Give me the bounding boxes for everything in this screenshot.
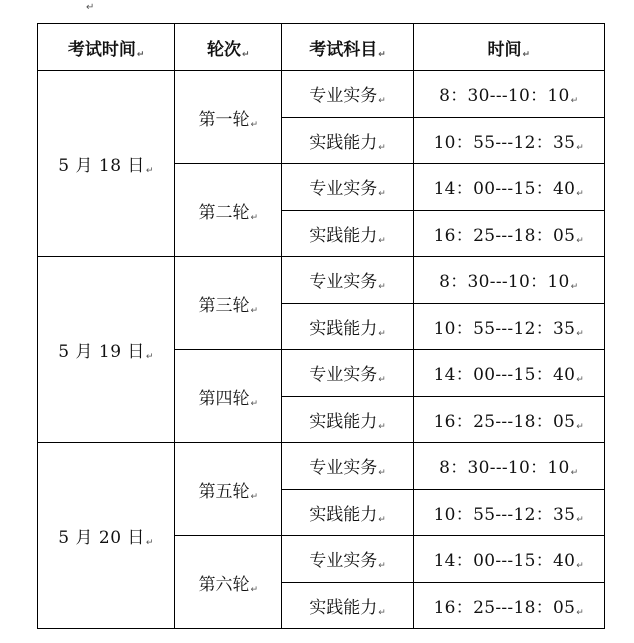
- header-time: [413, 24, 604, 71]
- cell-end-mark: ↵: [145, 538, 154, 548]
- cell-end-mark: ↵: [576, 142, 585, 153]
- cell-end-mark: ↵: [522, 49, 531, 60]
- subject-cell: [282, 396, 413, 443]
- cell-end-mark: ↵: [250, 491, 259, 502]
- round-text: 第二轮: [198, 202, 250, 223]
- round-text: 第五轮: [198, 481, 250, 502]
- cell-end-mark: ↵: [576, 561, 585, 572]
- time-cell: [413, 536, 604, 583]
- time-cell: [413, 71, 604, 118]
- time-cell: [413, 164, 604, 211]
- round-cell: [175, 164, 282, 257]
- subject-cell: [282, 350, 413, 397]
- paragraph-mark: ↵: [86, 2, 95, 13]
- cell-end-mark: ↵: [250, 584, 259, 595]
- cell-end-mark: ↵: [378, 421, 386, 432]
- cell-end-mark: ↵: [378, 375, 386, 386]
- cell-end-mark: ↵: [570, 282, 579, 293]
- time-cell: [413, 582, 604, 629]
- header-date: [38, 24, 175, 71]
- table-row: [38, 71, 605, 118]
- time-cell: [413, 396, 604, 443]
- subject-cell: [282, 489, 413, 536]
- subject-text: 专业实务: [309, 458, 378, 479]
- cell-end-mark: ↵: [576, 607, 585, 618]
- time-text: 8：30---10：10: [439, 272, 570, 293]
- cell-end-mark: ↵: [378, 189, 386, 200]
- subject-cell: [282, 117, 413, 164]
- header-round-label: 轮次: [207, 39, 242, 60]
- cell-end-mark: ↵: [250, 398, 259, 409]
- time-cell: [413, 117, 604, 164]
- time-text: 8：30---10：10: [439, 458, 570, 479]
- cell-end-mark: ↵: [570, 96, 579, 107]
- cell-end-mark: ↵: [378, 514, 386, 525]
- cell-end-mark: ↵: [570, 468, 579, 479]
- date-cell: [38, 71, 175, 257]
- date-cell: [38, 257, 175, 443]
- round-cell: [175, 350, 282, 443]
- time-text: 10：55---12：35: [433, 318, 576, 339]
- time-text: 10：55---12：35: [433, 132, 576, 153]
- cell-end-mark: ↵: [378, 49, 386, 60]
- cell-end-mark: ↵: [576, 189, 585, 200]
- schedule-body: [38, 71, 605, 629]
- subject-text: 专业实务: [309, 551, 378, 572]
- time-text: 16：25---18：05: [433, 225, 576, 246]
- subject-cell: [282, 582, 413, 629]
- cell-end-mark: ↵: [576, 421, 585, 432]
- cell-end-mark: ↵: [378, 142, 386, 153]
- header-time-label: 时间: [487, 39, 522, 60]
- date-text: 5 月 18 日: [58, 156, 145, 176]
- time-text: 14：00---15：40: [433, 551, 576, 572]
- time-text: 10：55---12：35: [433, 504, 576, 525]
- header-row: [38, 24, 605, 71]
- round-text: 第三轮: [198, 295, 250, 316]
- subject-text: 专业实务: [309, 365, 378, 386]
- subject-text: 专业实务: [309, 179, 378, 200]
- header-subject-label: 考试科目: [309, 39, 378, 60]
- time-text: 16：25---18：05: [433, 597, 576, 618]
- cell-end-mark: ↵: [250, 212, 259, 223]
- round-cell: [175, 71, 282, 164]
- header-round: [175, 24, 282, 71]
- round-text: 第六轮: [198, 574, 250, 595]
- subject-text: 实践能力: [309, 225, 378, 246]
- table-row: [38, 257, 605, 304]
- cell-end-mark: ↵: [378, 328, 386, 339]
- cell-end-mark: ↵: [378, 282, 386, 293]
- cell-end-mark: ↵: [136, 49, 145, 60]
- cell-end-mark: ↵: [378, 607, 386, 618]
- round-cell: [175, 536, 282, 629]
- subject-cell: [282, 257, 413, 304]
- time-cell: [413, 257, 604, 304]
- round-cell: [175, 257, 282, 350]
- round-cell: [175, 443, 282, 536]
- header-subject: [282, 24, 413, 71]
- time-text: 8：30---10：10: [439, 86, 570, 107]
- subject-text: 实践能力: [309, 411, 378, 432]
- cell-end-mark: ↵: [576, 375, 585, 386]
- time-text: 14：00---15：40: [433, 179, 576, 200]
- cell-end-mark: ↵: [378, 96, 386, 107]
- subject-cell: [282, 210, 413, 257]
- time-cell: [413, 443, 604, 490]
- subject-cell: [282, 443, 413, 490]
- cell-end-mark: ↵: [576, 235, 585, 246]
- subject-text: 实践能力: [309, 132, 378, 153]
- cell-end-mark: ↵: [378, 235, 386, 246]
- subject-text: 实践能力: [309, 504, 378, 525]
- date-text: 5 月 19 日: [58, 342, 145, 362]
- subject-cell: [282, 164, 413, 211]
- cell-end-mark: ↵: [378, 468, 386, 479]
- cell-end-mark: ↵: [242, 49, 250, 60]
- cell-end-mark: ↵: [378, 561, 386, 572]
- cell-end-mark: ↵: [145, 352, 154, 362]
- subject-cell: [282, 71, 413, 118]
- cell-end-mark: ↵: [576, 514, 585, 525]
- subject-text: 实践能力: [309, 318, 378, 339]
- time-cell: [413, 303, 604, 350]
- cell-end-mark: ↵: [250, 305, 259, 316]
- subject-cell: [282, 536, 413, 583]
- cell-end-mark: ↵: [250, 119, 259, 130]
- subject-cell: [282, 303, 413, 350]
- subject-text: 专业实务: [309, 272, 378, 293]
- date-text: 5 月 20 日: [58, 528, 145, 548]
- exam-schedule-table: [37, 23, 605, 629]
- subject-text: 实践能力: [309, 597, 378, 618]
- subject-text: 专业实务: [309, 86, 378, 107]
- time-cell: [413, 210, 604, 257]
- header-date-label: 考试时间: [67, 39, 136, 60]
- time-cell: [413, 350, 604, 397]
- table-row: [38, 443, 605, 490]
- date-cell: [38, 443, 175, 629]
- round-text: 第四轮: [198, 388, 250, 409]
- time-cell: [413, 489, 604, 536]
- round-text: 第一轮: [198, 109, 250, 130]
- cell-end-mark: ↵: [145, 166, 154, 176]
- time-text: 14：00---15：40: [433, 365, 576, 386]
- cell-end-mark: ↵: [576, 328, 585, 339]
- time-text: 16：25---18：05: [433, 411, 576, 432]
